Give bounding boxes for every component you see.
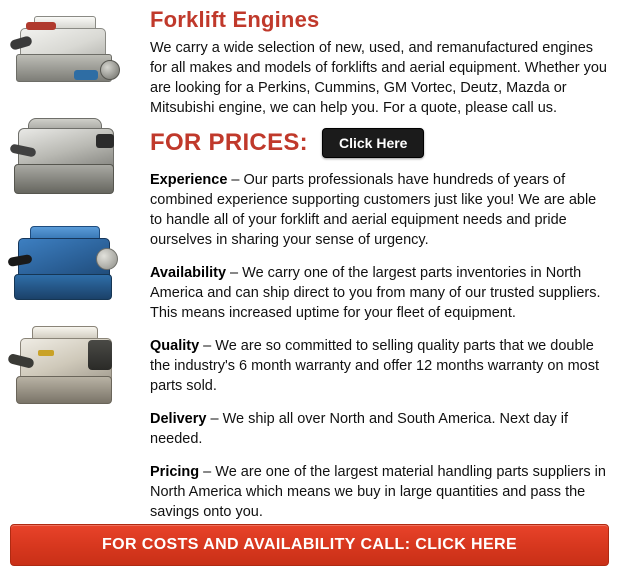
engine-block (16, 376, 112, 404)
engine-pulley (96, 248, 118, 270)
call-to-action-banner[interactable]: FOR COSTS AND AVAILABILITY CALL: CLICK HERE (10, 524, 609, 566)
forklift-engine-photo-3 (4, 216, 134, 310)
feature-experience (150, 170, 609, 250)
feature-text: We carry one of the largest parts inventories in North America and can ship direct to you from many of our trusted suppliers. This means increased uptime for your fleet of equipment. (150, 265, 601, 321)
engine-photo-gallery (4, 4, 142, 535)
click-here-button[interactable]: Click Here (322, 128, 424, 158)
feature-dash: – (227, 172, 244, 188)
feature-delivery (150, 409, 609, 449)
feature-heading: Experience (150, 172, 228, 188)
engine-red-part (26, 22, 56, 30)
engine-block (14, 164, 114, 194)
engine-accessory (88, 340, 112, 370)
feature-availability (150, 263, 609, 323)
article-content (142, 4, 613, 535)
feature-heading: Pricing (150, 464, 200, 480)
feature-quality (150, 336, 609, 396)
forklift-engine-photo-1 (4, 8, 134, 102)
forklift-engine-photo-4 (4, 320, 134, 414)
feature-heading: Availability (150, 265, 227, 281)
page-title: Forklift Engines (150, 7, 320, 32)
feature-pricing (150, 462, 609, 522)
feature-dash: – (199, 338, 216, 354)
intro-paragraph: We carry a wide selection of new, used, and remanufactured engines for all makes and models of forklifts and aerial equipment. Whether you are looking for a Perkins, Cummins, GM Vortec, Deutz, Mazda or Mitsubishi engine, we can help you. For a quote, please call us. (150, 40, 607, 116)
feature-text: We are so committed to selling quality parts that we double the industry's 6 month warranty and offer 12 months warranty on most parts sold. (150, 338, 599, 394)
engine-pulley (100, 60, 120, 80)
feature-dash: – (226, 265, 243, 281)
forklift-engine-photo-2 (4, 112, 134, 206)
feature-heading: Quality (150, 338, 200, 354)
feature-dash: – (199, 464, 216, 480)
engine-yellow-part (38, 350, 54, 356)
for-prices-row (150, 128, 609, 158)
engine-blue-part (74, 70, 98, 80)
feature-dash: – (206, 411, 223, 427)
feature-text: Our parts professionals have hundreds of years of combined experience supporting customers just like you! We are able to handle all of your forklift and aerial equipment needs and pride ourselves in sharing your sense of urgency. (150, 172, 597, 248)
feature-heading: Delivery (150, 411, 207, 427)
engine-cap (96, 134, 114, 148)
engine-block (14, 274, 112, 300)
feature-text: We are one of the largest material handling parts suppliers in North America which means we buy in large quantities and pass the savings onto you. (150, 464, 606, 520)
feature-text: We ship all over North and South America. Next day if needed. (150, 411, 569, 447)
for-prices-label: FOR PRICES: (150, 129, 308, 156)
